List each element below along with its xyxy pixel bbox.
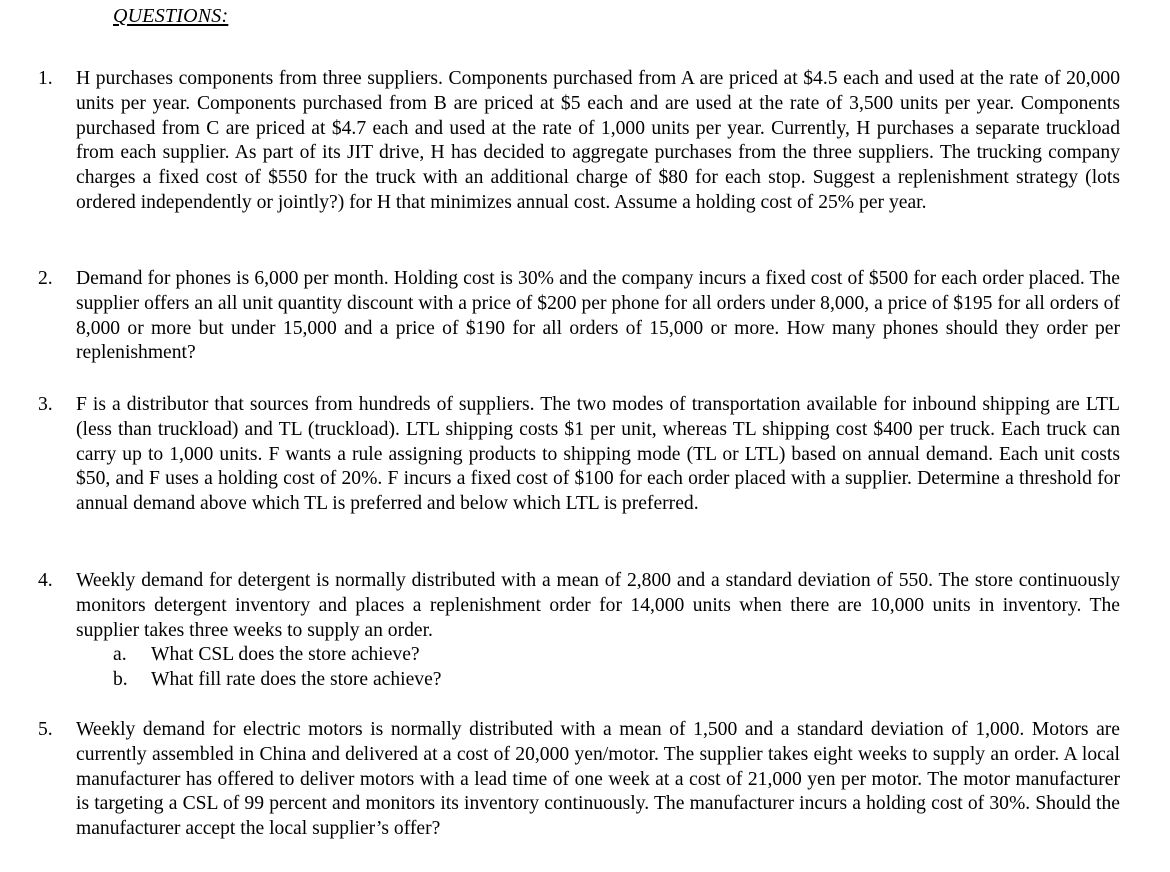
question-text: Weekly demand for detergent is normally distributed with a mean of 2,800 and a standard deviation of 550. The store continuously monitors detergent inventory and places a replenishment order for 14,000 units when there are 10,000 units in inventory. The supplier takes three weeks to supply an order. (76, 570, 1120, 641)
question-number: 1. (38, 68, 53, 89)
sub-question-letter: b. (113, 669, 128, 691)
question-number: 2. (38, 268, 53, 289)
question-1 (38, 67, 1120, 216)
question-number: 5. (38, 719, 53, 740)
sub-question-a (113, 643, 1120, 668)
question-text: Demand for phones is 6,000 per month. Holding cost is 30% and the company incurs a fixed cost of $500 for each order placed. The supplier offers an all unit quantity discount with a price of $200 per phone for all orders under 8,000, a price of $195 for all orders of 8,000 or more but under 15,000 and a price of $190 for all orders of 15,000 or more. How many phones should they order per replenishment? (76, 268, 1120, 364)
sub-question-letter: a. (113, 644, 127, 666)
question-5 (38, 718, 1120, 842)
question-number: 3. (38, 394, 53, 415)
sub-question-b (113, 668, 1120, 693)
question-text: Weekly demand for electric motors is normally distributed with a mean of 1,500 and a standard deviation of 1,000. Motors are currently assembled in China and delivered at a cost of 20,000 yen/motor. The supplier takes eight weeks to supply an order. A local manufacturer has offered to deliver motors with a lead time of one week at a cost of 21,000 yen per motor. The motor manufacturer is targeting a CSL of 99 percent and monitors its inventory continuously. The manufacturer incurs a holding cost of 30%. Should the manufacturer accept the local supplier’s offer? (76, 719, 1120, 840)
sub-question-text: What fill rate does the store achieve? (151, 669, 442, 691)
question-number: 4. (38, 570, 53, 591)
question-text: F is a distributor that sources from hundreds of suppliers. The two modes of transportation available for inbound shipping are LTL (less than truckload) and TL (truckload). LTL shipping costs $1 per unit, whereas TL shipping cost $400 per truck. Each truck can carry up to 1,000 units. F wants a rule assigning products to shipping mode (TL or LTL) based on annual demand. Each unit costs $50, and F uses a holding cost of 20%. F incurs a fixed cost of $100 for each order placed with a supplier. Determine a threshold for annual demand above which TL is preferred and below which LTL is preferred. (76, 394, 1120, 515)
question-4 (38, 569, 1120, 693)
sub-question-text: What CSL does the store achieve? (151, 644, 420, 666)
question-2 (38, 267, 1120, 366)
question-3 (38, 393, 1120, 517)
question-text: H purchases components from three suppliers. Components purchased from A are priced at $4.5 each and used at the rate of 20,000 units per year. Components purchased from B are priced at $5 each and are used at the rate of 3,500 units per year. Components purchased from C are priced at $4.7 each and used at the rate of 1,000 units per year. Currently, H purchases a separate truckload from each supplier. As part of its JIT drive, H has decided to aggregate purchases from the three suppliers. The trucking company charges a fixed cost of $550 for the truck with an additional charge of $80 for each stop. Suggest a replenishment strategy (lots ordered independently or jointly?) for H that minimizes annual cost. Assume a holding cost of 25% per year. (76, 68, 1120, 213)
page-heading: QUESTIONS: (113, 5, 229, 27)
sub-question-list (113, 643, 1120, 693)
